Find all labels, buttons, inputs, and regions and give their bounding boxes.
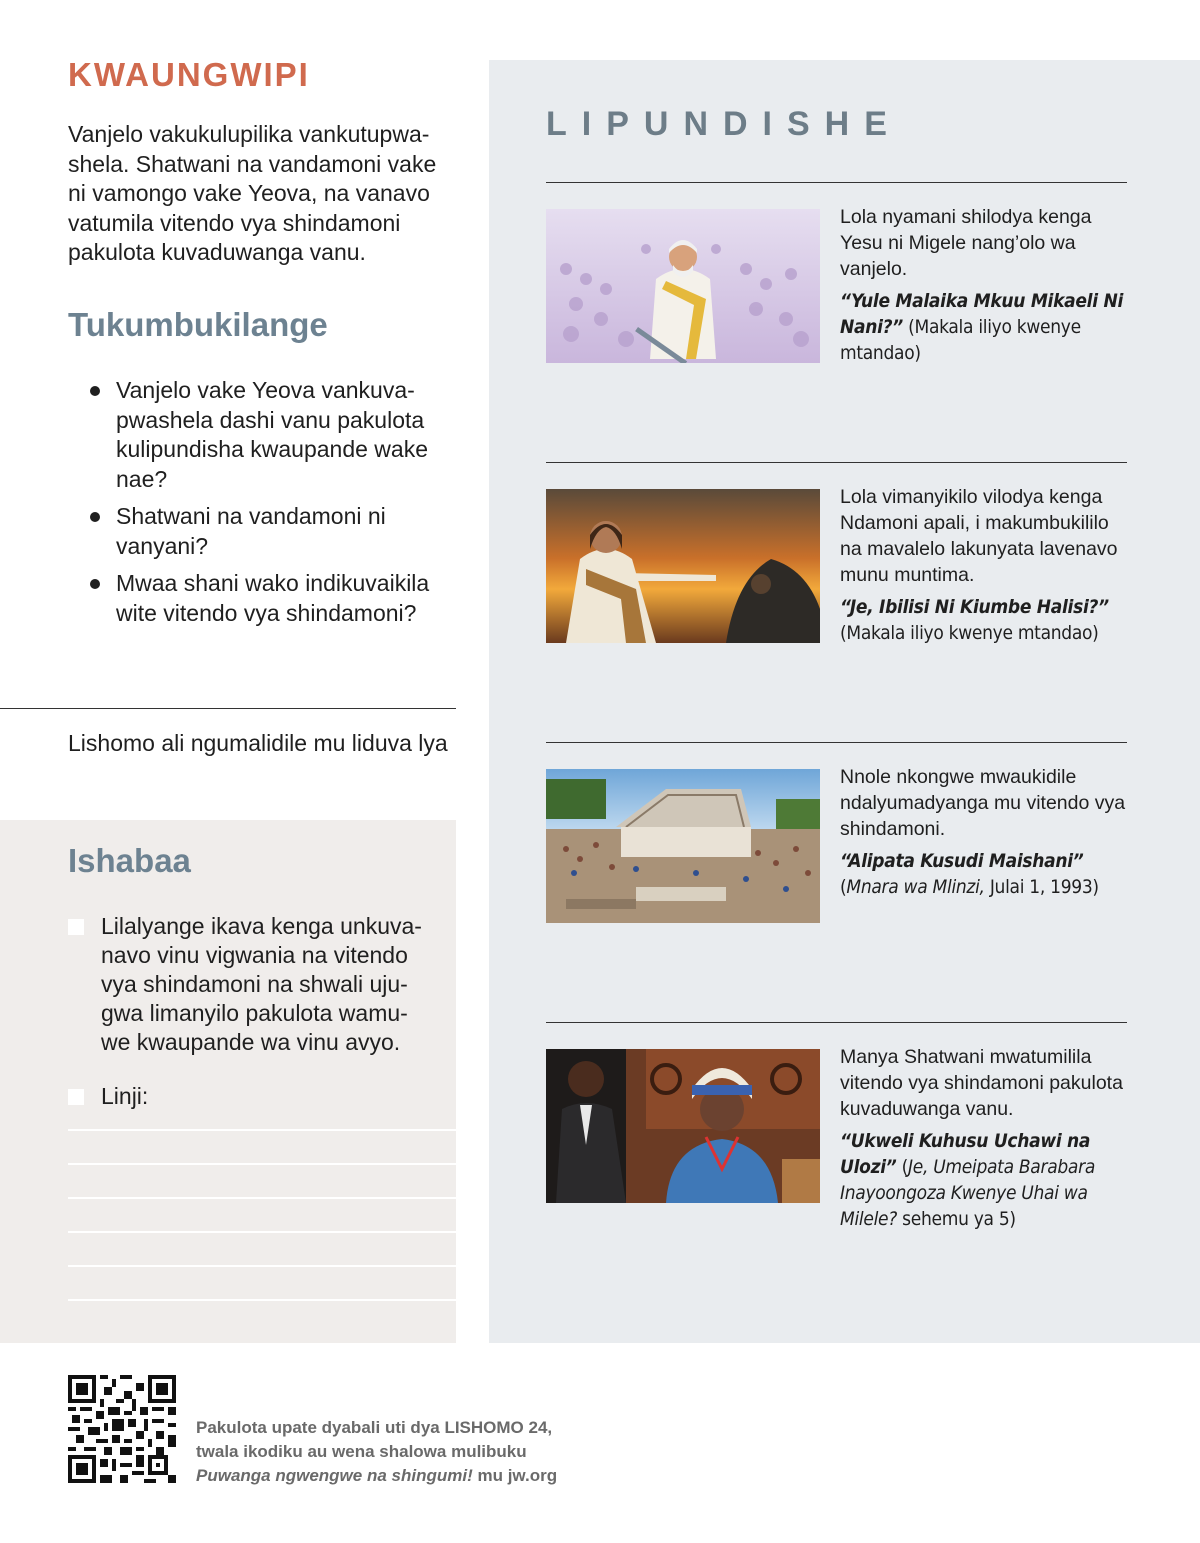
- goal-item-text: Lilalyange ikava kenga unkuvanavo vinu vigwania na vitendo vya shindamoni na shwali ujugwa limanyilo pakulota wamuwe kwaupande wa vinu avyo.: [101, 913, 422, 1055]
- bullet-icon: [90, 512, 100, 522]
- explore-item-reference[interactable]: [840, 1128, 1130, 1232]
- summary-text: Vanjelo vakukulupilika vankutupwashela. Shatwani na vandamoni vake ni vamongo vake Yeova, na vanavo vatumila vitendo vya shindamoni pakulota kuvaduwanga vanu.: [68, 121, 437, 265]
- footer-line-1: Pakulota upate dyabali uti dya LISHOMO 24,: [196, 1418, 553, 1437]
- reference-title: “Alipata Kusudi Maishani”: [840, 850, 1084, 872]
- section-divider: [0, 708, 456, 709]
- reference-source: sehemu ya 5): [897, 1208, 1016, 1230]
- kingdom-hall-construction-photo[interactable]: [546, 769, 820, 923]
- review-question-text: Vanjelo vake Yeova vankuvapwashela dashi vanu pakulota kulipundisha kwaupande wake nae?: [116, 377, 428, 492]
- lesson-completed-date-line: Lishomo ali ngumalidile mu liduva lya: [68, 730, 448, 756]
- goal-panel: [0, 820, 456, 1343]
- reference-title: “Yule Malaika Mkuu Mikaeli Ni Nani?”: [840, 290, 1123, 338]
- goal-checkbox[interactable]: [68, 919, 84, 935]
- explore-item-text: [840, 484, 1130, 646]
- explore-item-description: Nnole nkongwe mwaukidile ndalyumadyanga mu vitendo vya shindamoni.: [840, 766, 1126, 840]
- row-divider: [546, 182, 1127, 183]
- bullet-icon: [90, 579, 100, 589]
- explore-heading: LIPUNDISHE: [546, 105, 902, 143]
- review-question: [90, 376, 450, 494]
- explore-item-text: [840, 1044, 1130, 1232]
- explore-panel: [489, 60, 1200, 1343]
- explore-item-reference[interactable]: [840, 288, 1130, 366]
- reference-source: (Makala iliyo kwenye mtandao): [840, 622, 1099, 644]
- explore-item-text: [840, 764, 1130, 900]
- witch-doctor-visit-photo[interactable]: [546, 1049, 820, 1203]
- explore-item-description: Manya Shatwani mwatumilila vitendo vya shindamoni pakulota kuvaduwanga vanu.: [840, 1046, 1123, 1120]
- reference-source: (Makala iliyo kwenye mtandao): [840, 316, 1081, 364]
- review-question: [90, 569, 450, 628]
- reference-source: Julai 1, 1993): [984, 876, 1099, 898]
- reference-publication: Je, Umeipata Barabara Inayoongoza Kwenye Uhai wa Milele?: [840, 1156, 1096, 1230]
- summary-heading: KWAUNGWIPI: [68, 56, 310, 93]
- review-question: [90, 502, 450, 561]
- footer-line-2: twala ikodiku au wena shalowa mulibuku: [196, 1442, 527, 1461]
- reference-publication: Mnara wa Mlinzi,: [846, 876, 985, 898]
- explore-item-reference[interactable]: [840, 594, 1130, 646]
- review-heading: Tukumbukilange: [68, 306, 328, 343]
- goal-item-text: Linji:: [101, 1083, 149, 1109]
- reference-paren: (: [896, 1156, 908, 1178]
- explore-item-reference[interactable]: [840, 848, 1130, 900]
- explore-item-description: Lola nyamani shilodya kenga Yesu ni Migele nang’olo wa vanjelo.: [840, 206, 1092, 280]
- review-question-list: [90, 376, 450, 636]
- row-divider: [546, 1022, 1127, 1023]
- review-question-text: Mwaa shani wako indikuvaikila wite vitendo vya shindamoni?: [116, 570, 430, 626]
- row-divider: [546, 742, 1127, 743]
- explore-item-description: Lola vimanyikilo vilodya kenga Ndamoni apali, i makumbukililo na mavalelo lakunyata lavenavo munu muntima.: [840, 486, 1118, 586]
- goal-item-other: [68, 1082, 428, 1111]
- footer-book-title: Puwanga ngwengwe na shingumi!: [196, 1466, 473, 1485]
- footer-line-3[interactable]: mu jw.org: [472, 1466, 558, 1485]
- goal-writing-lines[interactable]: [68, 1129, 456, 1333]
- qr-code-icon[interactable]: [68, 1375, 176, 1483]
- goal-checkbox[interactable]: [68, 1089, 84, 1105]
- jesus-and-devil-illustration[interactable]: [546, 489, 820, 643]
- goal-heading: Ishabaa: [68, 842, 191, 879]
- footer-note: [196, 1416, 656, 1488]
- goal-item: [68, 912, 428, 1057]
- bullet-icon: [90, 386, 100, 396]
- review-question-text: Shatwani na vandamoni ni vanyani?: [116, 503, 386, 559]
- explore-item-text: [840, 204, 1130, 366]
- reference-paren: (: [840, 876, 847, 898]
- reference-title: “Je, Ibilisi Ni Kiumbe Halisi?”: [840, 596, 1109, 618]
- angel-army-illustration[interactable]: [546, 209, 820, 363]
- row-divider: [546, 462, 1127, 463]
- reference-title: “Ukweli Kuhusu Uchawi na Ulozi”: [840, 1130, 1091, 1178]
